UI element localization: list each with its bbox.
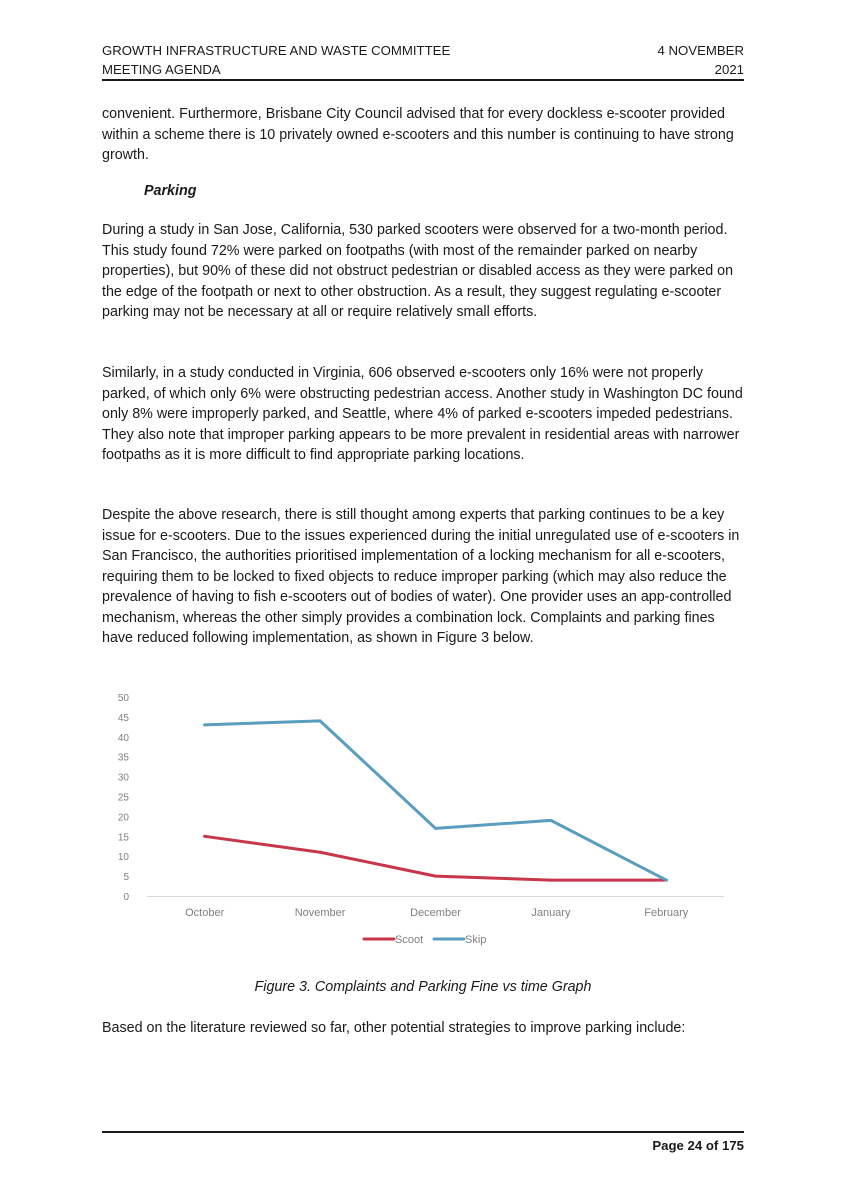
section-heading-parking: Parking (144, 183, 197, 199)
y-tick-label: 0 (123, 892, 129, 903)
data-point-skip (434, 827, 437, 830)
y-tick-label: 45 (117, 712, 129, 724)
x-tick-label: January (531, 907, 571, 919)
series-line-skip (205, 721, 667, 880)
y-tick-label: 25 (117, 792, 129, 804)
y-tick-label: 40 (117, 732, 129, 744)
data-point-scoot (319, 851, 322, 854)
legend-label-skip: Skip (465, 934, 487, 946)
y-tick-label: 15 (117, 832, 129, 844)
y-tick-label: 50 (117, 693, 129, 704)
data-point-scoot (203, 835, 206, 838)
header-agenda: MEETING AGENDA (102, 61, 221, 77)
y-tick-label: 20 (117, 812, 129, 824)
data-point-scoot (434, 875, 437, 878)
footer-rule (102, 1131, 744, 1133)
data-point-skip (319, 719, 322, 722)
page-number: Page 24 of 175 (652, 1138, 744, 1153)
y-tick-label: 5 (123, 872, 129, 884)
figure-3-chart (102, 685, 747, 955)
paragraph-intro: convenient. Furthermore, Brisbane City Council advised that for every dockless e-scooter provided within a scheme there is 10 privately owned e-scooters and this number is continuing to have strong growth. (102, 106, 734, 163)
data-point-scoot (549, 879, 552, 882)
header-date: 4 NOVEMBER (657, 43, 744, 58)
x-tick-label: November (294, 907, 346, 919)
legend-label-scoot: Scoot (395, 934, 424, 946)
data-point-skip (549, 819, 552, 822)
data-point-skip (203, 723, 206, 726)
paragraph-san-francisco: Despite the above research, there is still thought among experts that parking continues to be a key issue for e-scooters. Due to the issues experienced during the initial unregulated use of e-scooters in San Francisco, the authorities prioritised implementation of a locking mechanism for all e-scooters, requiring them to be locked to fixed objects to reduce improper parking (which may also reduce the prevalence of having to fish e-scooters out of bodies of water). One provider uses an app-controlled mechanism, whereas the other simply provides a combination lock. Complaints and parking fines have reduced following implementation, as shown in Figure 3 below. (102, 507, 740, 646)
y-tick-label: 10 (117, 852, 129, 864)
line-chart (102, 685, 747, 955)
paragraph-strategies: Based on the literature reviewed so far, other potential strategies to improve parking include: (102, 1020, 686, 1036)
header-year: 2021 (714, 61, 744, 77)
paragraph-san-jose: During a study in San Jose, California, 530 parked scooters were observed for a two-month period. This study found 72% were parked on footpaths (with most of the remainder parked on nearby properties), but 90% of these did not obstruct pedestrian or disabled access as they were parked on the edge of the footpath or next to other obstruction. As a result, they suggest regulating e-scooter parking may not be necessary at all or require relatively small efforts. (102, 222, 734, 320)
y-tick-label: 35 (117, 752, 129, 764)
header-committee: GROWTH INFRASTRUCTURE AND WASTE COMMITTEE (102, 43, 451, 58)
y-tick-label: 30 (117, 772, 129, 784)
figure-caption: Figure 3. Complaints and Parking Fine vs time Graph (254, 979, 592, 995)
x-tick-label: February (644, 907, 689, 919)
data-point-skip (665, 879, 668, 882)
header-rule (102, 79, 744, 81)
x-tick-label: December (410, 907, 461, 919)
paragraph-virginia: Similarly, in a study conducted in Virginia, 606 observed e-scooters only 16% were not properly parked, of which only 6% were obstructing pedestrian access. Another study in Washington DC found only 8% were improperly parked, and Seattle, where 4% of parked e-scooters impeded pedestrians. They also note that improper parking appears to be more prevalent in residential areas with narrower footpaths as it is more difficult to find appropriate parking locations. (102, 365, 743, 463)
x-tick-label: October (185, 907, 225, 919)
